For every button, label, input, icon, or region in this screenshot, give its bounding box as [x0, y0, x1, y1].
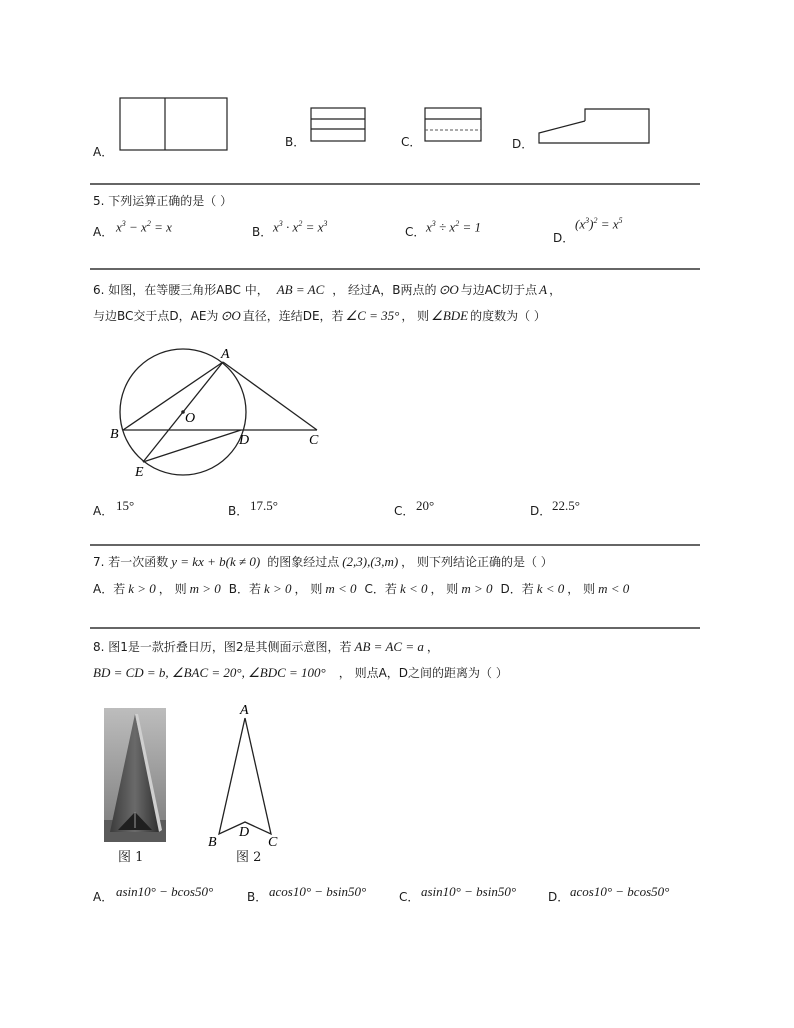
q8-fig1-caption: 图 1: [118, 850, 144, 865]
q8-option-b-label: B．: [247, 890, 268, 904]
q6-math: AB = AC: [276, 282, 325, 297]
q8-option-a-label: A．: [93, 890, 114, 904]
q6-math: ⊙O: [220, 308, 241, 323]
q4-option-a-figure: [118, 96, 230, 152]
q6-option-a-label: A．: [93, 504, 114, 518]
label-d: D: [239, 825, 250, 840]
q6-option-d-value: 22.5°: [552, 498, 580, 513]
label-c: C: [309, 433, 319, 448]
q6-math: ∠BDE: [431, 308, 469, 323]
q7-option-d-res: m < 0: [598, 581, 630, 596]
q8-stem-line2: [93, 664, 508, 681]
q7-math: (2,3),(3,m): [342, 554, 399, 569]
q4-option-d-figure: [535, 106, 653, 146]
divider: [90, 268, 700, 270]
label-a: A: [221, 347, 230, 362]
q7-option-a-res: m > 0: [189, 581, 221, 596]
segment-ab: [123, 362, 223, 430]
q6-text: ， 则: [401, 309, 430, 323]
q8-calendar-photo: [104, 708, 166, 842]
label-b: B: [208, 835, 217, 850]
q7-option-b-res: m < 0: [325, 581, 357, 596]
label-c: C: [268, 835, 278, 850]
q7-option-d-label: D．若: [500, 582, 534, 596]
q7-option-c-mid: ， 则: [430, 582, 459, 596]
divider: [90, 544, 700, 546]
q6-text: ， 经过A，B两点的: [332, 283, 437, 297]
segment-ac: [223, 362, 317, 430]
q4-option-c-figure: [422, 106, 484, 144]
q5-option-c-label: C．: [405, 225, 426, 239]
q6-text: 直径，连结DE，若: [242, 309, 344, 323]
q6-stem-line1: [93, 281, 561, 298]
q6-text: 与边AC切于点: [460, 283, 538, 297]
q4-option-a-label: A．: [93, 145, 114, 159]
q5-option-b-expr: $x^3 \cdot x^2 = x^3$: [273, 219, 328, 235]
q5-option-a-label: A．: [93, 225, 114, 239]
q6-option-a-value: 15°: [116, 498, 135, 513]
q7-text: ， 则下列结论正确的是（ ）: [401, 555, 553, 569]
q4-option-b-figure: [308, 106, 368, 144]
q8-fig2-caption: 图 2: [236, 850, 262, 865]
q7-option-d-mid: ， 则: [567, 582, 596, 596]
q6-text: ，: [549, 283, 562, 297]
q6-text: 的度数为（ ）: [470, 309, 546, 323]
q8-option-d-label: D．: [548, 890, 570, 904]
q7-option-b-label: B．若: [228, 582, 261, 596]
q4-option-d-label: D．: [512, 137, 534, 151]
q6-stem-line2: [93, 307, 546, 324]
q7-math: y = kx + b(k ≠ 0): [171, 554, 261, 569]
q8-option-c-expr: asin10° − bsin50°: [421, 884, 517, 899]
q7-option-c-res: m > 0: [461, 581, 493, 596]
q6-math: ⊙O: [438, 282, 459, 297]
q8-option-b-expr: acos10° − bsin50°: [269, 884, 367, 899]
q7-option-a-cond: k > 0: [128, 581, 156, 596]
q8-option-a-expr: asin10° − bcos50°: [116, 884, 214, 899]
divider: [90, 627, 700, 629]
q6-option-b-label: B．: [228, 504, 249, 518]
q7-option-a-label: A．若: [93, 582, 126, 596]
q8-schematic-figure: [205, 700, 285, 850]
q5-option-c-expr: $x^3 \div x^2 = 1$: [426, 219, 481, 235]
q7-option-b-cond: k > 0: [264, 581, 292, 596]
label-b: B: [110, 427, 119, 442]
q5-option-d-label: D．: [553, 231, 575, 245]
label-o: O: [185, 411, 196, 426]
q7-option-a-mid: ， 则: [158, 582, 187, 596]
q7-option-c-cond: k < 0: [399, 581, 428, 596]
q5-option-b-label: B．: [252, 225, 273, 239]
q8-text: 8. 图1是一款折叠日历，图2是其侧面示意图，若: [93, 640, 352, 654]
divider: [90, 183, 700, 185]
label-e: E: [135, 465, 144, 480]
q5-option-d-expr: $(x^3)^2 = x^5$: [575, 216, 623, 232]
q8-option-d-expr: acos10° − bcos50°: [570, 884, 670, 899]
q4-option-c-label: C．: [401, 135, 422, 149]
q6-math: A: [539, 282, 548, 297]
label-a: A: [240, 703, 249, 718]
q6-geometry-figure: [105, 340, 335, 485]
q7-text: 7. 若一次函数: [93, 555, 169, 569]
q8-stem-line1: [93, 638, 439, 655]
q4-option-b-label: B．: [285, 135, 306, 149]
q6-math: ∠C = 35°: [345, 308, 400, 323]
q5-option-a-expr: $x^3 - x^2 = x$: [116, 219, 172, 235]
q7-stem: [93, 553, 553, 570]
q7-text: 的图象经过点: [267, 555, 340, 569]
label-d: D: [239, 433, 250, 448]
q8-text: ， 则点A，D之间的距离为（ ）: [338, 666, 508, 680]
q7-option-b-mid: ， 则: [294, 582, 323, 596]
q7-option-c-label: C．若: [364, 582, 397, 596]
q6-option-b-value: 17.5°: [250, 498, 278, 513]
q7-options: [93, 580, 629, 597]
q6-text: 与边BC交于点D，AE为: [93, 309, 219, 323]
q8-math: AB = AC = a: [354, 639, 424, 654]
q6-text: 6. 如图，在等腰三角形ABC 中，: [93, 283, 269, 297]
q8-math: BD = CD = b, ∠BAC = 20°, ∠BDC = 100°: [93, 665, 326, 680]
q5-stem: 5. 下列运算正确的是（ ）: [93, 194, 233, 208]
q6-option-c-label: C．: [394, 504, 415, 518]
q8-option-c-label: C．: [399, 890, 420, 904]
q8-text: ，: [426, 640, 439, 654]
q6-option-c-value: 20°: [416, 498, 435, 513]
q7-option-d-cond: k < 0: [536, 581, 565, 596]
q6-option-d-label: D．: [530, 504, 552, 518]
